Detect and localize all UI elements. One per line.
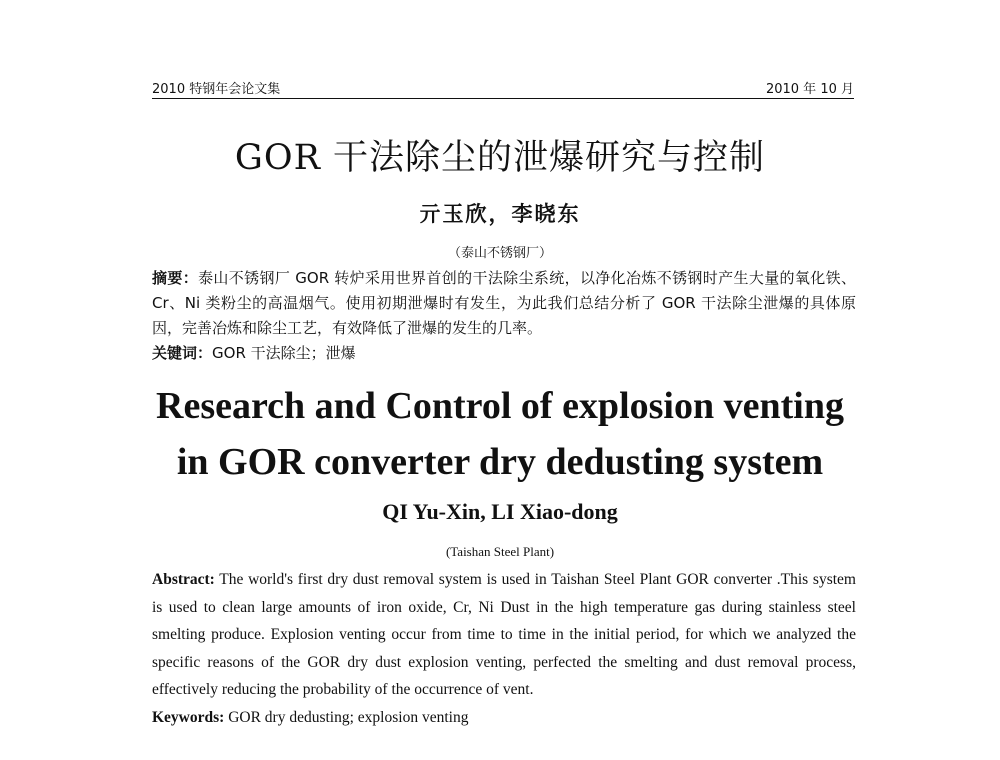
journal-name: 2010 特钢年会论文集 <box>152 82 281 97</box>
english-keywords-label: Keywords: <box>152 708 225 726</box>
chinese-authors: 亓玉欣，李晓东 <box>419 201 581 226</box>
chinese-affiliation: （泰山不锈钢厂） <box>447 246 552 261</box>
chinese-abstract <box>152 266 856 341</box>
english-abstract-label: Abstract: <box>152 571 215 588</box>
chinese-keywords <box>152 341 856 366</box>
english-abstract-text: The world's first dry dust removal system is used in Taishan Steel Plant GOR converter .This system is used to clean large amounts of iron oxide, Cr, Ni Dust in the high temperature gas during stainless steel smelting produce. Explosion venting occur from time to time in the initial period, for which we analyzed the specific reasons of the GOR dry dust explosion venting, perfected the smelting and dust removal process, effectively reducing the probability of the occurrence of vent. <box>152 571 856 698</box>
english-title-line-2: in GOR converter dry dedusting system <box>176 441 824 483</box>
english-title <box>0 378 1000 490</box>
english-keywords-text: GOR dry dedusting; explosion venting <box>228 708 469 726</box>
chinese-title: GOR 干法除尘的泄爆研究与控制 <box>234 138 766 178</box>
chinese-abstract-label: 摘要： <box>152 269 199 287</box>
english-abstract <box>152 566 856 704</box>
english-title-line-1: Research and Control of explosion venting <box>156 385 844 427</box>
chinese-keywords-text: GOR 干法除尘；泄爆 <box>212 344 356 362</box>
chinese-abstract-text: 泰山不锈钢厂 GOR 转炉采用世界首创的干法除尘系统，以净化冶炼不锈钢时产生大量的氧化铁、Cr、Ni 类粉尘的高温烟气。使用初期泄爆时有发生，为此我们总结分析了 GOR 干法除尘泄爆的具体原因，完善冶炼和除尘工艺，有效降低了泄爆的发生的几率。 <box>152 269 856 337</box>
running-header <box>152 76 854 99</box>
chinese-abstract-block <box>152 266 856 366</box>
english-authors: QI Yu-Xin, LI Xiao-dong <box>382 499 618 524</box>
english-affiliation: (Taishan Steel Plant) <box>445 544 555 559</box>
chinese-keywords-label: 关键词： <box>152 344 213 362</box>
english-abstract-block <box>152 566 856 731</box>
publication-date: 2010 年 10 月 <box>765 82 854 97</box>
english-keywords <box>152 704 856 732</box>
